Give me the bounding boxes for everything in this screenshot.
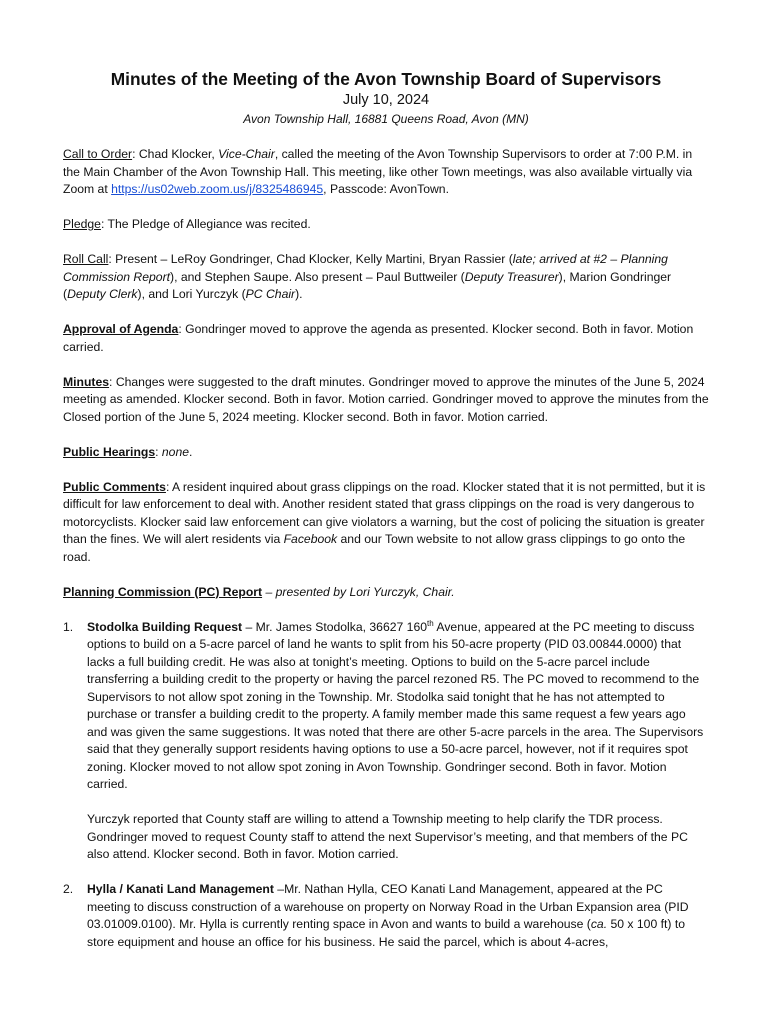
minutes-heading: Minutes xyxy=(63,374,110,389)
roll-call-text-2: ), and Stephen Saupe. Also present – Paul Buttweiler ( xyxy=(170,269,465,284)
role-pc-chair: PC Chair xyxy=(245,287,296,301)
item-number: 1. xyxy=(63,619,74,634)
public-hearings-end: . xyxy=(189,444,193,459)
public-comments-paragraph xyxy=(63,479,709,567)
pledge-paragraph xyxy=(63,216,709,234)
roll-call-heading: Roll Call xyxy=(63,252,109,266)
roll-call-text-3: ), Marion Gondringer ( xyxy=(63,269,672,301)
approval-of-agenda-text: : Gondringer moved to approve the agenda as presented. Klocker second. Both in favor. Motion carried. xyxy=(63,322,694,354)
pledge-text: : The Pledge of Allegiance was recited. xyxy=(100,217,311,231)
roll-call-text-4: ), and Lori Yurczyk ( xyxy=(137,287,246,301)
facebook-mention: Facebook xyxy=(283,532,338,546)
approval-of-agenda-heading: Approval of Agenda xyxy=(63,322,179,336)
public-comments-heading: Public Comments xyxy=(63,479,166,494)
pc-report-items xyxy=(63,619,709,952)
item-text-1: –Mr. Nathan Hylla, CEO Kanati Land Management, appeared at the PC meeting to discuss construction of a warehouse on property on Norway Road in the Urban Expansion area (PID 03.01009.0100). Mr. Hylla is currently renting space in Avon and wants to build a warehouse ( xyxy=(87,882,689,931)
item-title: Stodolka Building Request xyxy=(87,619,243,634)
call-to-order-heading: Call to Order xyxy=(63,147,133,161)
item-text-2: 50 x 100 ft) to store equipment and house an office for his business. He said the parcel, which is about 4-acres, xyxy=(87,917,686,949)
call-to-order-paragraph xyxy=(63,146,709,199)
item-paragraph-2: Yurczyk reported that County staff are willing to attend a Township meeting to help clarify the TDR process. Gondringer moved to request County staff to attend the next Supervisor’s meeting, and that members of the PC also attend. Klocker second. Both in favor. Motion carried. xyxy=(87,812,688,861)
minutes-text: : Changes were suggested to the draft minutes. Gondringer moved to approve the minutes of the June 5, 2024 meeting as amended. Klocker second. Both in favor. Motion carried. Gondringer moved to approve the minutes from the Closed portion of the June 5, 2024 meeting. Klocker second. Both in favor. Motion carried. xyxy=(63,374,709,424)
public-hearings-heading: Public Hearings xyxy=(63,444,156,459)
ordinal-suffix: th xyxy=(427,618,434,628)
meeting-date: July 10, 2024 xyxy=(342,92,430,108)
public-hearings-value: none xyxy=(161,444,190,459)
item-title: Hylla / Kanati Land Management xyxy=(87,882,274,896)
document-title: Minutes of the Meeting of the Avon Township Board of Supervisors xyxy=(110,69,662,89)
roll-call-text-5: ). xyxy=(295,287,303,301)
role-deputy-clerk: Deputy Clerk xyxy=(67,287,138,301)
approval-of-agenda-paragraph xyxy=(63,321,709,356)
list-item xyxy=(63,881,709,951)
pc-report-paragraph xyxy=(63,584,709,602)
public-comments-text-1: : A resident inquired about grass clippings on the road. Klocker stated that it is not permitted, but it is difficult for law enforcement to deal with. Another resident stated that grass clippings on the road is very dangerous to motorcyclists. Klocker said law enforcement can give violators a warning, but the cost of policing the situation is greater than the fines. We will alert residents via xyxy=(63,479,706,546)
call-to-order-text-2: , called the meeting of the Avon Township Supervisors to order at 7:00 P.M. in the Main Chamber of the Avon Township Hall. This meeting, like other Town meetings, was also available virtually via Zoom at xyxy=(63,147,693,196)
item-paragraph xyxy=(87,619,709,794)
roll-call-text-1: : Present – LeRoy Gondringer, Chad Klocker, Kelly Martini, Bryan Rassier ( xyxy=(108,252,513,266)
pc-report-subtitle: – presented by Lori Yurczyk, Chair. xyxy=(262,584,455,599)
roll-call-note-late: late; arrived at #2 – Planning Commission Report xyxy=(63,252,668,284)
minutes-paragraph xyxy=(63,374,709,427)
document-page xyxy=(63,68,709,969)
circa-abbrev: ca. xyxy=(590,917,608,931)
item-text-1: – Mr. James Stodolka, 36627 160 xyxy=(242,619,428,634)
pc-report-heading: Planning Commission (PC) Report xyxy=(63,584,263,599)
zoom-link[interactable]: https://us02web.zoom.us/j/8325486945 xyxy=(111,182,324,196)
list-item xyxy=(63,619,709,864)
vice-chair-title: Vice-Chair xyxy=(218,147,275,161)
call-to-order-text-1: : Chad Klocker, xyxy=(132,147,219,161)
public-comments-text-2: and our Town website to not allow grass clippings to go onto the road. xyxy=(63,532,686,564)
pledge-heading: Pledge xyxy=(63,217,101,231)
public-hearings-paragraph xyxy=(63,444,709,462)
call-to-order-text-3: , Passcode: AvonTown. xyxy=(323,182,449,196)
item-number: 2. xyxy=(63,882,74,896)
meeting-venue: Avon Township Hall, 16881 Queens Road, Avon (MN) xyxy=(243,112,529,126)
roll-call-paragraph xyxy=(63,251,709,304)
item-text-2: Avenue, appeared at the PC meeting to discuss options to build on a 5-acre parcel of land he wants to split from his 50-acre property (PID 03.00844.0000) that lacks a full building credit. He was also at tonight’s meeting. Options to build on the 5-acre parcel include transferring a building credit to the property or having the parcel rezoned R5. The PC moved to recommend to the Supervisors to not allow spot zoning in the Township. Mr. Stodolka said tonight that he has not attempted to purchase or transfer a building credit to the property. A family member made this same request a few years ago and was given the same suggestions. It was noted that there are other 5-acre parcels in the area. The Supervisors said that they generally support residents having options to use a 50-acre parcel, however, not if it requires spot zoning. Klocker moved to not allow spot zoning in Avon Township. Gondringer second. Both in favor. Motion carried. xyxy=(87,619,704,791)
public-hearings-colon: : xyxy=(155,444,162,459)
role-deputy-treasurer: Deputy Treasurer xyxy=(464,269,559,284)
item-paragraph xyxy=(87,881,709,951)
